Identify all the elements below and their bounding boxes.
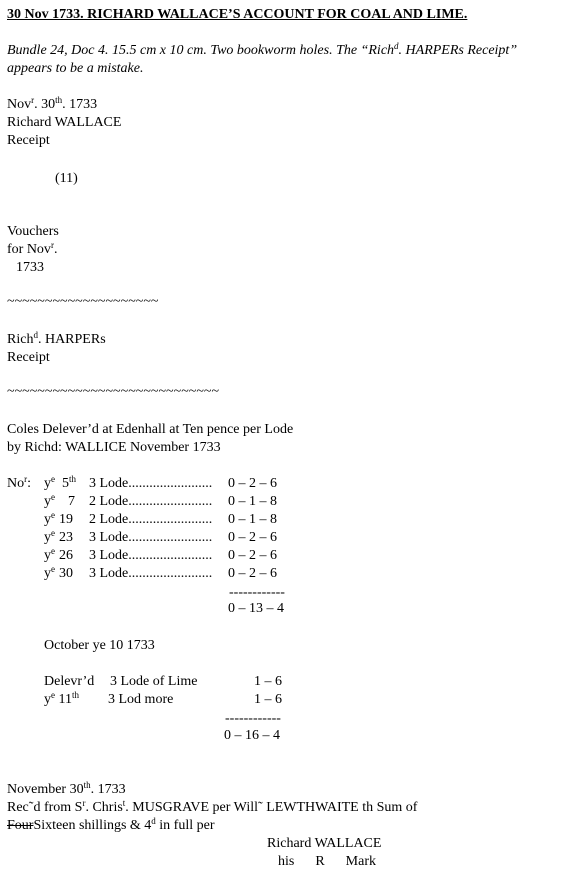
ye-sup: e: [51, 492, 55, 502]
docket-name: Richard WALLACE: [7, 115, 122, 130]
docket-receipt: Receipt: [7, 133, 50, 148]
subtotal-rule-1: ------------: [229, 585, 285, 600]
lime-desc: 3 Lod more: [108, 692, 174, 707]
amount: 0 – 2 – 6: [228, 476, 277, 491]
ye-sup: e: [51, 564, 55, 574]
receipt-date: [7, 781, 126, 798]
qty: [89, 493, 212, 510]
harper-line1: [7, 331, 106, 348]
receipt-date-a: November 30: [7, 782, 84, 797]
note-text: Bundle 24, Doc 4. 15.5 cm x 10 cm. Two bookworm holes. The “Rich: [7, 43, 395, 58]
day-num: 11: [55, 692, 72, 707]
ye: y: [44, 548, 51, 563]
nov-label-colon: :: [27, 476, 32, 491]
receipt-l3b: in full per: [155, 818, 215, 833]
docket-date-a: Nov: [7, 97, 32, 112]
leader-dots: ........................: [128, 566, 213, 581]
nov-label-sup: r: [24, 474, 28, 484]
coal-row: [44, 474, 277, 492]
amount: 0 – 2 – 6: [228, 530, 277, 545]
archival-note-line2: appears to be a mistake.: [7, 61, 144, 76]
leader-dots: ........................: [128, 512, 213, 527]
lime-label: Delevr’d: [44, 674, 95, 689]
receipt-l2e: LEWTHWAITE th Sum of: [262, 800, 418, 815]
october-heading: October ye 10 1733: [44, 638, 155, 653]
receipt-date-b: . 1733: [90, 782, 126, 797]
qty: [89, 547, 212, 564]
docket-date-c: . 1733: [62, 97, 98, 112]
day: [68, 493, 75, 510]
receipt-l3: Sixteen shillings & 4: [33, 818, 152, 833]
tilde-separator-1: ~~~~~~~~~~~~~~~~~~~~: [7, 294, 159, 309]
day-num: 30: [59, 566, 73, 581]
receipt-l2sup1: r: [82, 798, 86, 808]
subtotal-rule-2: ------------: [225, 711, 281, 726]
nov-label: [7, 475, 31, 492]
vouchers-line3: 1733: [16, 260, 44, 275]
receipt-l2d: . MUSGRAVE per Will: [125, 800, 259, 815]
archival-note-line1: [7, 42, 517, 59]
docket-date-sup2: th: [55, 95, 63, 105]
lime-label: [44, 692, 79, 707]
day: [59, 529, 73, 546]
note-sup: d: [394, 41, 399, 51]
qty-text: 2 Lode: [89, 494, 129, 509]
receipt-l2a: Rec: [7, 800, 29, 815]
ye-sup: e: [51, 690, 55, 700]
coal-total: 0 – 13 – 4: [228, 601, 284, 616]
day: [59, 511, 73, 528]
vouchers-l2b: .: [53, 242, 58, 257]
ye-sup: e: [51, 510, 55, 520]
coal-row: [44, 564, 277, 582]
qty: [89, 511, 212, 528]
vouchers-l2a: for Nov: [7, 242, 51, 257]
coal-heading-1: Coles Delever’d at Edenhall at Ten pence per Lode: [7, 422, 294, 437]
harper-sup: d: [33, 330, 38, 340]
day-num: 7: [68, 494, 75, 509]
docket-date: [7, 96, 97, 113]
day: [59, 565, 73, 582]
qty: [89, 529, 212, 546]
receipt-l3sup: d: [151, 816, 156, 826]
lime-amount: 1 – 6: [254, 692, 282, 707]
qty-text: 2 Lode: [89, 512, 129, 527]
qty-text: 3 Lode: [89, 548, 129, 563]
ye-sup: e: [51, 474, 55, 484]
note-text-b: . HARPERs Receipt”: [398, 43, 518, 58]
day-sup: th: [71, 690, 79, 700]
document-title: 30 Nov 1733. RICHARD WALLACE’S ACCOUNT FOR COAL AND LIME.: [7, 7, 468, 22]
receipt-l2sup2: t: [122, 798, 126, 808]
vouchers-line2: [7, 241, 57, 258]
ye: y: [44, 692, 51, 707]
leader-dots: ........................: [128, 548, 213, 563]
docket-date-b: . 30: [34, 97, 56, 112]
ye: y: [44, 512, 51, 527]
day-num: 5: [62, 476, 69, 491]
leader-dots: ........................: [128, 476, 213, 491]
struck-word: Four: [7, 818, 34, 833]
receipt-date-sup: th: [83, 780, 91, 790]
qty-text: 3 Lode: [89, 530, 129, 545]
qty-text: 3 Lode: [89, 566, 129, 581]
coal-row: [44, 528, 277, 546]
coal-row: [44, 546, 277, 564]
docket-date-sup1: r: [31, 95, 35, 105]
nov-label-text: No: [7, 476, 25, 491]
ye: y: [44, 494, 51, 509]
ye: y: [44, 476, 51, 491]
amount: 0 – 1 – 8: [228, 512, 277, 527]
ye-sup: e: [51, 546, 55, 556]
day-sup: th: [69, 474, 77, 484]
signature-name: Richard WALLACE: [267, 836, 382, 851]
amount: 0 – 2 – 6: [228, 566, 277, 581]
harper-receipt: Receipt: [7, 350, 50, 365]
lime-row: [44, 690, 282, 708]
amount: 0 – 1 – 8: [228, 494, 277, 509]
vouchers-line1: Vouchers: [7, 224, 59, 239]
signature-mark: his R Mark: [278, 854, 376, 869]
ye: y: [44, 566, 51, 581]
receipt-l2b: d from S: [33, 800, 83, 815]
receipt-line3: [7, 817, 215, 834]
day-num: 19: [59, 512, 73, 527]
docket-number: (11): [55, 171, 78, 186]
day-num: 26: [59, 548, 73, 563]
leader-dots: ........................: [128, 530, 213, 545]
day: [59, 547, 73, 564]
qty: [89, 475, 212, 492]
amount: 0 – 2 – 6: [228, 548, 277, 563]
harper-b: . HARPERs: [37, 332, 106, 347]
leader-dots: ........................: [128, 494, 213, 509]
ye-sup: e: [51, 528, 55, 538]
receipt-line2: [7, 799, 417, 816]
qty-text: 3 Lode: [89, 476, 129, 491]
vouchers-l2sup: r: [50, 240, 54, 250]
qty: [89, 565, 212, 582]
coal-row: [44, 510, 277, 528]
harper-a: Rich: [7, 332, 34, 347]
tilde-separator-2: ~~~~~~~~~~~~~~~~~~~~~~~~~~~~: [7, 384, 220, 399]
tilde-mark-icon: ˜: [28, 800, 34, 815]
coal-heading-2: by Richd: WALLICE November 1733: [7, 440, 221, 455]
day-num: 23: [59, 530, 73, 545]
ye: y: [44, 530, 51, 545]
lime-row: [44, 673, 282, 690]
grand-total: 0 – 16 – 4: [224, 728, 280, 743]
lime-desc: 3 Lode of Lime: [110, 674, 198, 689]
day: [62, 475, 76, 492]
lime-amount: 1 – 6: [254, 674, 282, 689]
coal-row: [44, 492, 277, 510]
tilde-mark-icon: ˜: [258, 800, 263, 815]
receipt-l2c: . Chris: [85, 800, 123, 815]
